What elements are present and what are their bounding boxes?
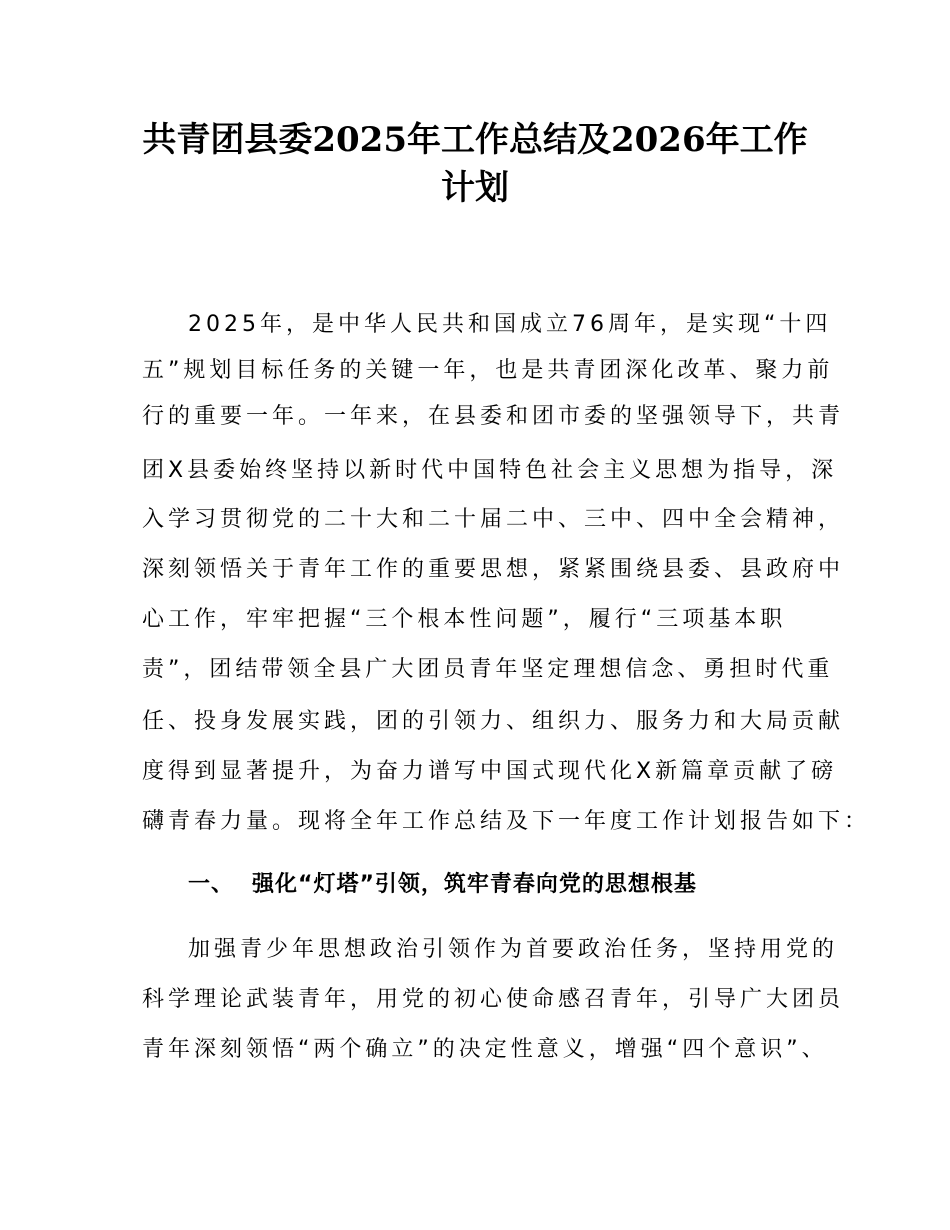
paragraph-line: 入学习贯彻党的二十大和二十届二中、三中、四中全会精神， bbox=[142, 507, 845, 532]
paragraph-line: 团X县委始终坚持以新时代中国特色社会主义思想为指导，深 bbox=[142, 458, 838, 483]
paragraph-line: 责”，团结带领全县广大团员青年坚定理想信念、勇担时代重 bbox=[142, 657, 834, 682]
paragraph-line: 心工作，牢牢把握“三个根本性问题”，履行“三项基本职 bbox=[142, 607, 787, 632]
paragraph-line: 礴青春力量。现将全年工作总结及下一年度工作计划报告如下： bbox=[142, 809, 871, 834]
paragraph-line: 科学理论武装青年，用党的初心使命感召青年，引导广大团员 bbox=[142, 987, 845, 1012]
paragraph-line: 加强青少年思想政治引领作为首要政治任务，坚持用党的 bbox=[188, 937, 839, 962]
document-title-line-1: 共青团县委2025年工作总结及2026年工作 bbox=[142, 120, 808, 160]
paragraph-line: 五”规划目标任务的关键一年，也是共青团深化改革、聚力前 bbox=[142, 358, 834, 383]
paragraph-line: 度得到显著提升，为奋力谱写中国式现代化X新篇章贡献了磅 bbox=[142, 759, 838, 784]
section-number: 一、 bbox=[188, 872, 235, 897]
paragraph-line: 任、投身发展实践，团的引领力、组织力、服务力和大局贡献 bbox=[142, 709, 845, 734]
section-heading bbox=[188, 870, 697, 900]
paragraph-line: 青年深刻领悟“两个确立”的决定性意义，增强“四个意识”、 bbox=[142, 1037, 828, 1062]
document-title-line-2: 计划 bbox=[441, 168, 509, 208]
paragraph-line: 2025年，是中华人民共和国成立76周年，是实现“十四 bbox=[188, 312, 832, 337]
paragraph-line: 深刻领悟关于青年工作的重要思想，紧紧围绕县委、县政府中 bbox=[142, 557, 845, 582]
paragraph-line: 行的重要一年。一年来，在县委和团市委的坚强领导下，共青 bbox=[142, 404, 845, 429]
section-heading-text: 强化“灯塔”引领，筑牢青春向党的思想根基 bbox=[252, 872, 697, 897]
